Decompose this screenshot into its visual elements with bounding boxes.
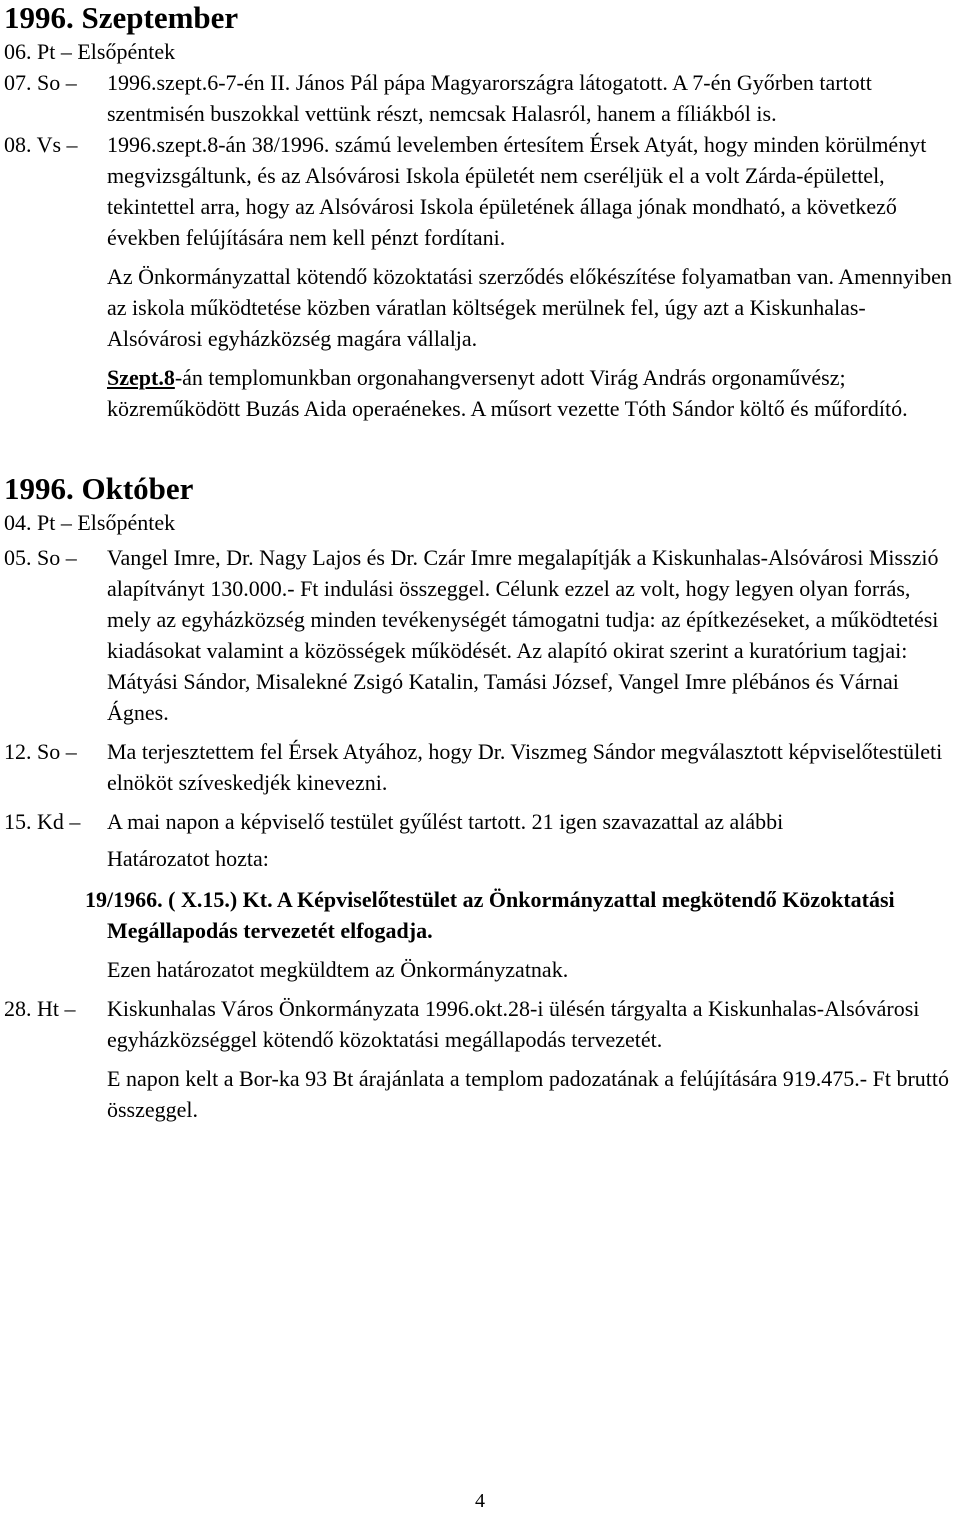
paragraph-onkormanyzat: Az Önkormányzattal kötendő közoktatási szerződés előkészítése folyamatban van. Amennyiben az iskola működtetése közben váratlan költségek merülnek fel, úgy azt a Kiskunhalas-Alsóvárosi egyházközség magára vállalja.	[107, 264, 952, 351]
entry-text: Kiskunhalas Város Önkormányzata 1996.okt.28-i ülésén tárgyalta a Kiskunhalas-Alsóvárosi egyházközséggel kötendő közoktatási megállapodás tervezetét.	[107, 996, 920, 1052]
entry-oct-04: 04. Pt – Elsőpéntek	[4, 510, 176, 535]
entry-oct-28-offer: E napon kelt a Bor-ka 93 Bt árajánlata a templom padozatának a felújítására 919.475.- Ft bruttó összeggel.	[107, 1066, 950, 1122]
entry-date: 08. Vs –	[4, 132, 78, 157]
heading-october: 1996. Október	[4, 471, 194, 506]
entry-text: A mai napon a képviselő testület gyűlést tartott. 21 igen szavazattal az alábbi	[107, 809, 784, 834]
entry-date: 12. So –	[4, 739, 77, 764]
entry-text: 1996.szept.8-án 38/1996. számú levelemben értesítem Érsek Atyát, hogy minden körülményt megvizsgáltunk, és az Alsóvárosi Iskola épületét nem cseréljük el a volt Zárda-épülettel, tekintettel arra, hogy az Alsóvárosi Iskola épületének állaga jónak mondható, a következő években felújítására nem kell pénzt fordítani.	[107, 132, 927, 250]
entry-oct-05	[4, 542, 956, 728]
resolution-sent-note: Ezen határozatot megküldtem az Önkormányzatnak.	[107, 957, 569, 982]
entry-text: Ma terjesztettem fel Érsek Atyához, hogy Dr. Viszmeg Sándor megválasztott képviselőtestületi elnököt szíveskedjék kinevezni.	[107, 739, 943, 795]
entry-date: 15. Kd –	[4, 809, 81, 834]
entry-date: 07. So –	[4, 70, 77, 95]
document-page	[4, 0, 956, 1125]
entry-sep-06: 06. Pt – Elsőpéntek	[4, 39, 176, 64]
resolution: 19/1966. ( X.15.) Kt. A Képviselőtestület az Önkormányzattal megkötendő Közoktatási Megállapodás tervezetét elfogadja.	[85, 887, 895, 943]
concert-date: Szept.8	[107, 365, 175, 390]
heading-september: 1996. Szeptember	[4, 0, 239, 35]
entry-text: Vangel Imre, Dr. Nagy Lajos és Dr. Czár Imre megalapítják a Kiskunhalas-Alsóvárosi Misszió alapítványt 130.000.- Ft indulási összeggel. Célunk ezzel az volt, hogy legyen olyan forrás, mely az egyházközség minden tevékenységét támogatni tudja: az építkezéseket, a működtetési kiadásokat valamint a közösségek működését. Az alapító okirat szerint a kuratórium tagjai: Mátyási Sándor, Misalekné Zsigó Katalin, Tamási József, Vangel Imre plébános és Várnai Ágnes.	[107, 545, 939, 725]
paragraph-organ-concert	[4, 362, 956, 424]
entry-text: 1996.szept.6-7-én II. János Pál pápa Magyarországra látogatott. A 7-én Győrben tartott szentmisén buszokkal vettünk részt, nemcsak Halasról, hanem a fíliákból is.	[107, 70, 872, 126]
entry-sep-07	[4, 67, 956, 129]
entry-oct-15-continuation: Határozatot hozta:	[107, 846, 269, 871]
entry-oct-15	[4, 806, 956, 837]
entry-date: 05. So –	[4, 545, 77, 570]
page-number: 4	[475, 1490, 485, 1512]
entry-sep-08	[4, 129, 956, 253]
concert-text: -án templomunkban orgonahangversenyt adott Virág András orgonaművész; közreműködött Buzás Aida operaénekes. A műsort vezette Tóth Sándor költő és műfordító.	[107, 365, 908, 421]
entry-oct-28	[4, 993, 956, 1055]
entry-oct-12	[4, 736, 956, 798]
entry-date: 28. Ht –	[4, 996, 76, 1021]
